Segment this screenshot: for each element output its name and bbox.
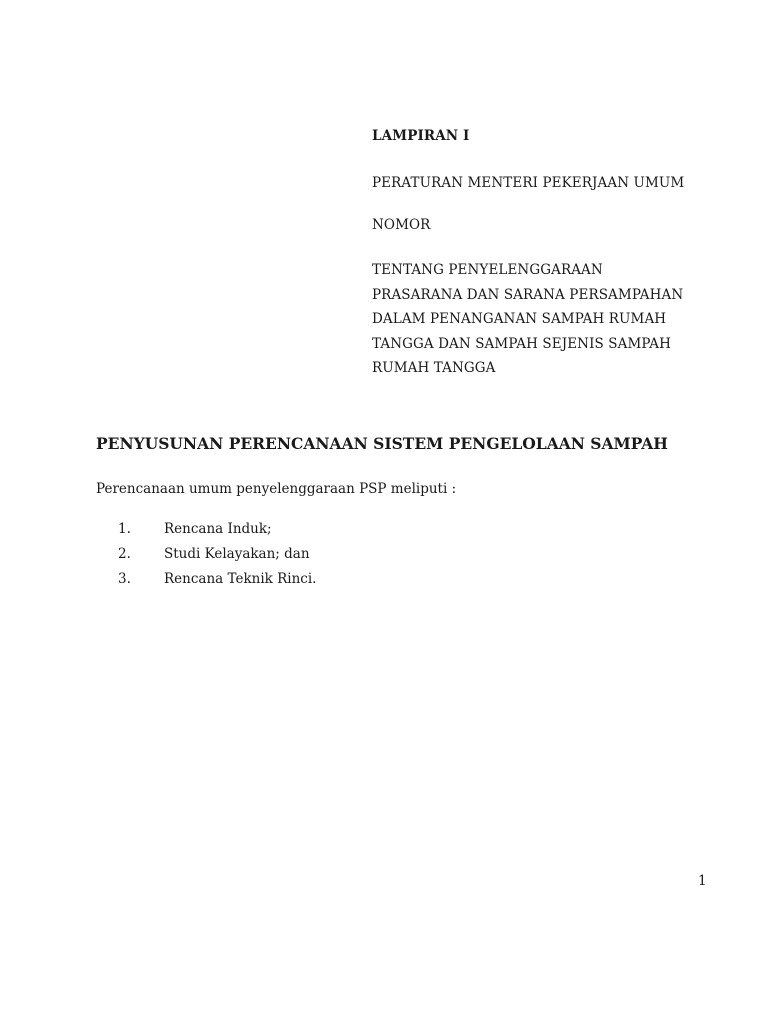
list-item-number: 2. [118,546,131,562]
subject-line: PRASARANA DAN SARANA PERSAMPAHAN [372,286,684,303]
subject-line: TENTANG PENYELENGGARAAN [372,262,603,278]
list-item [96,545,596,570]
plan-list [96,520,596,595]
list-item-text: Studi Kelayakan; dan [164,546,310,562]
subject-line: DALAM PENANGANAN SAMPAH RUMAH [372,311,667,327]
subject-line: TANGGA DAN SAMPAH SEJENIS SAMPAH [372,335,672,352]
appendix-header [372,127,732,381]
list-item-number: 3. [118,571,131,587]
main-heading: PENYUSUNAN PERENCANAAN SISTEM PENGELOLAAN SAMPAH [96,434,668,453]
list-item-text: Rencana Induk; [164,521,272,537]
intro-text: Perencanaan umum penyelenggaraan PSP meliputi : [96,481,457,497]
list-item [96,570,596,595]
subject-line: RUMAH TANGGA [372,360,496,376]
subject-block [372,258,732,381]
page-number: 1 [698,873,707,889]
list-item [96,520,596,545]
list-item-text: Rencana Teknik Rinci. [164,571,317,587]
number-label: NOMOR [372,217,431,233]
appendix-label: LAMPIRAN I [372,128,470,144]
regulation-title: PERATURAN MENTERI PEKERJAAN UMUM [372,175,685,191]
list-item-number: 1. [118,521,131,537]
